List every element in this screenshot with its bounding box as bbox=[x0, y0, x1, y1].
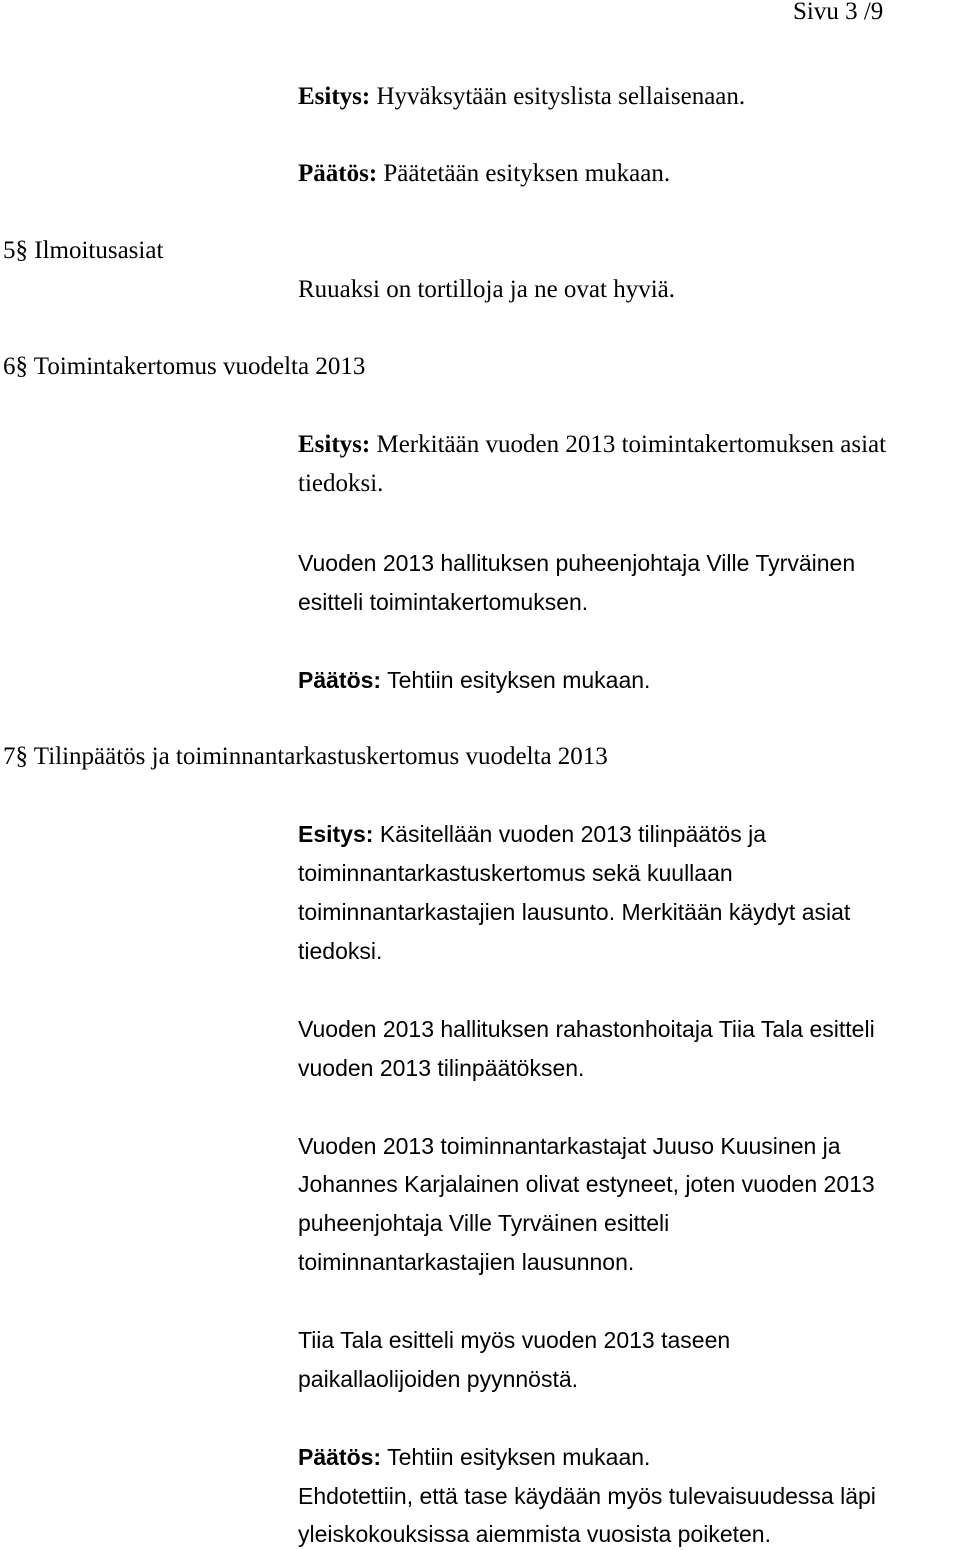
item6-proposal-line-2: tiedoksi. bbox=[298, 470, 384, 497]
item7-paragraph1-line-1: Vuoden 2013 hallituksen rahastonhoitaja Tiia Tala esitteli bbox=[298, 1016, 875, 1042]
decision-label: Päätös: bbox=[298, 160, 378, 187]
item7-paragraph2-line-1: Vuoden 2013 toiminnantarkastajat Juuso Kuusinen ja bbox=[298, 1133, 841, 1159]
proposal-label: Esitys: bbox=[298, 431, 371, 458]
item6-decision bbox=[298, 665, 650, 695]
item7-paragraph2-line-3: puheenjohtaja Ville Tyrväinen esitteli bbox=[298, 1210, 670, 1236]
item7-decision-text: Tehtiin esityksen mukaan. bbox=[387, 1444, 651, 1470]
item7-proposal-text: Käsitellään vuoden 2013 tilinpäätös ja bbox=[379, 821, 766, 847]
item7-decision-note-line-1: Ehdotettiin, että tase käydään myös tulevaisuudessa läpi bbox=[298, 1483, 876, 1509]
item7-heading: 7§ Tilinpäätös ja toiminnantarkastuskertomus vuodelta 2013 bbox=[3, 743, 608, 770]
item4-proposal-text: Hyväksytään esityslista sellaisenaan. bbox=[376, 83, 746, 110]
proposal-label: Esitys: bbox=[298, 821, 374, 847]
item5-heading: 5§ Ilmoitusasiat bbox=[3, 237, 164, 264]
item7-paragraph2-line-4: toiminnantarkastajien lausunnon. bbox=[298, 1249, 635, 1275]
item5-text: Ruuaksi on tortilloja ja ne ovat hyviä. bbox=[298, 276, 676, 303]
item6-proposal-line-1 bbox=[298, 430, 886, 460]
item7-decision bbox=[298, 1442, 650, 1472]
page-number: Sivu 3 /9 bbox=[793, 0, 884, 25]
decision-label: Päätös: bbox=[298, 667, 382, 693]
item4-decision bbox=[298, 159, 670, 189]
item4-decision-text: Päätetään esityksen mukaan. bbox=[383, 160, 671, 187]
item7-proposal-line-4: tiedoksi. bbox=[298, 938, 383, 964]
item7-paragraph1-line-2: vuoden 2013 tilinpäätöksen. bbox=[298, 1055, 585, 1081]
item4-proposal bbox=[298, 82, 745, 112]
item7-proposal-line-2: toiminnantarkastuskertomus sekä kuullaan bbox=[298, 860, 733, 886]
item7-paragraph3-line-2: paikallaolijoiden pyynnöstä. bbox=[298, 1366, 579, 1392]
item7-paragraph2-line-2: Johannes Karjalainen olivat estyneet, joten vuoden 2013 bbox=[298, 1171, 875, 1197]
item6-heading: 6§ Toimintakertomus vuodelta 2013 bbox=[3, 353, 366, 380]
item7-decision-note-line-2: yleiskokouksissa aiemmista vuosista poiketen. bbox=[298, 1521, 771, 1547]
proposal-label: Esitys: bbox=[298, 83, 371, 110]
item7-paragraph3-line-1: Tiia Tala esitteli myös vuoden 2013 taseen bbox=[298, 1327, 731, 1353]
item6-decision-text: Tehtiin esityksen mukaan. bbox=[387, 667, 651, 693]
item7-proposal-line-3: toiminnantarkastajien lausunto. Merkitään käydyt asiat bbox=[298, 899, 851, 925]
item6-paragraph-line-1: Vuoden 2013 hallituksen puheenjohtaja Ville Tyrväinen bbox=[298, 550, 856, 576]
item6-paragraph-line-2: esitteli toimintakertomuksen. bbox=[298, 589, 589, 615]
item7-proposal-line-1 bbox=[298, 819, 766, 849]
item6-proposal-text: Merkitään vuoden 2013 toimintakertomuksen asiat bbox=[376, 431, 887, 458]
decision-label: Päätös: bbox=[298, 1444, 382, 1470]
